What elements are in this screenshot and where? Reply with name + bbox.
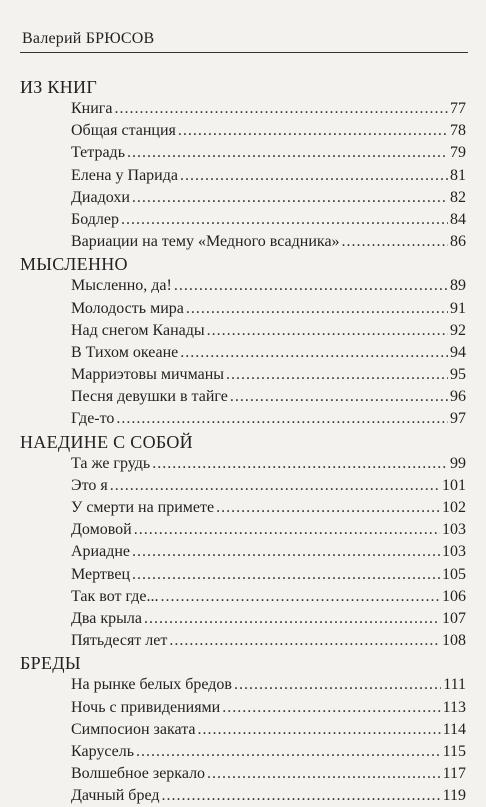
toc-entry [71,364,466,386]
dot-leader [136,741,441,763]
dot-leader [116,408,448,430]
toc-entry-page-number: 97 [450,410,466,428]
toc-entry-title: Молодость мира [71,299,184,317]
toc-entry-page-number: 94 [450,343,466,361]
toc-entry [71,564,466,586]
toc-entry-title: Где-то [71,410,115,428]
toc-entry-page-number: 103 [442,543,466,561]
toc-entry [71,741,466,763]
toc-entry [71,165,466,187]
toc-entry-title: Та же грудь [71,454,151,472]
toc-entry [71,697,466,719]
dot-leader [180,342,448,364]
toc-section-heading: МЫСЛЕННО [20,254,128,275]
toc-entry-title: Так вот где... [71,587,159,605]
toc-entry-page-number: 106 [442,587,466,605]
toc-section-heading: БРЕДЫ [20,653,81,674]
toc-entry-page-number: 77 [450,100,466,117]
toc-entry-title: Книга [71,100,113,117]
toc-entry-title: На рынке белых бредов [71,676,232,694]
dot-leader [207,320,448,342]
dot-leader [216,497,440,519]
toc-entry-page-number: 81 [450,166,466,184]
toc-entry [71,275,466,297]
dot-leader [127,142,448,164]
toc-entry-page-number: 105 [442,565,466,583]
toc-entry [71,98,466,120]
toc-entry [71,231,466,253]
toc-entry-title: Бодлер [71,210,119,228]
toc-entry [71,408,466,430]
dot-leader [144,608,440,630]
toc-entry [71,209,466,231]
toc-entry-title: В Тихом океане [71,343,179,361]
dot-leader [342,231,448,253]
toc-entry [71,386,466,408]
toc-entry [71,142,466,164]
dot-leader [226,364,448,386]
toc-entry-page-number: 113 [442,698,466,716]
dot-leader [132,541,440,563]
dot-leader [160,586,440,608]
toc-entry [71,608,466,630]
dot-leader [174,275,448,297]
dot-leader [110,475,440,497]
toc-entry-page-number: 79 [450,144,466,162]
toc-entry-page-number: 86 [450,233,466,251]
toc-entry-page-number: 92 [450,321,466,339]
toc-entry-page-number: 91 [450,299,466,317]
toc-entry [71,719,466,741]
dot-leader [161,785,440,807]
toc-entry [71,475,466,497]
toc-entry [71,120,466,142]
dot-leader [234,674,441,696]
toc-entry [71,298,466,320]
toc-entry-title: Мертвец [71,565,131,583]
dot-leader [132,187,448,209]
dot-leader [207,763,441,785]
dot-leader [121,209,448,231]
toc-entry-title: Марриэтовы мичманы [71,366,225,384]
toc-entry-page-number: 78 [450,122,466,140]
toc-entry-page-number: 96 [450,388,466,406]
toc-entry [71,763,466,785]
toc-entry-title: Карусель [71,742,135,760]
toc-entry [71,630,466,652]
toc-entry-page-number: 108 [442,632,466,650]
toc-entry-page-number: 115 [442,742,466,760]
toc-entry-title: Симпосион заката [71,720,196,738]
toc-entry [71,785,466,807]
toc-entry [71,497,466,519]
toc-entry-page-number: 119 [442,787,466,805]
dot-leader [169,630,440,652]
toc-entry-page-number: 117 [442,765,466,783]
toc-entry-title: Мысленно, да! [71,277,172,295]
dot-leader [134,519,440,541]
toc-entry-title: Дачный бред [71,787,160,805]
toc-entry-title: У смерти на примете [71,499,215,516]
toc-entry-title: Над снегом Канады [71,321,205,339]
toc-entry-title: Песня девушки в тайге [71,388,228,406]
dot-leader [186,298,448,320]
dot-leader [197,719,440,741]
header-rule [20,52,468,53]
toc-entry-page-number: 114 [442,720,466,738]
dot-leader [152,453,448,475]
toc-entry-page-number: 89 [450,277,466,295]
toc-entry [71,320,466,342]
dot-leader [178,120,448,142]
toc-entry-title: Общая станция [71,122,176,140]
toc-entry-page-number: 101 [442,476,466,494]
toc-entry-title: Диадохи [71,188,130,206]
dot-leader [180,165,448,187]
toc-entry-title: Пятьдесят лет [71,632,168,650]
toc-entry-title: Волшебное зеркало [71,765,206,783]
toc-entry-title: Ариадне [71,543,131,561]
toc-entry [71,519,466,541]
toc-entry-title: Тетрадь [71,144,125,162]
toc-entry-title: Это я [71,476,108,494]
toc-entry-page-number: 103 [442,521,466,539]
running-header-author: Валерий БРЮСОВ [22,30,155,47]
toc-entry-page-number: 111 [443,676,466,694]
toc-section-heading: НАЕДИНЕ С СОБОЙ [20,431,193,452]
toc-entry-page-number: 95 [450,366,466,384]
toc-entry-page-number: 99 [450,454,466,472]
dot-leader [114,98,448,120]
toc-entry-title: Домовой [71,521,132,539]
dot-leader [222,697,440,719]
dot-leader [230,386,448,408]
dot-leader [132,564,440,586]
table-of-contents [0,76,486,807]
toc-entry-title: Вариации на тему «Медного всадника» [71,233,340,251]
toc-entry [71,342,466,364]
toc-entry-page-number: 107 [442,609,466,627]
toc-entry-page-number: 84 [450,210,466,228]
toc-entry-page-number: 102 [442,499,466,516]
toc-entry-title: Два крыла [71,609,142,627]
toc-entry [71,674,466,696]
toc-entry-title: Ночь с привидениями [71,698,221,716]
toc-entry [71,187,466,209]
toc-entry-page-number: 82 [450,188,466,206]
toc-entry [71,453,466,475]
toc-section-heading: ИЗ КНИГ [20,77,98,97]
toc-entry-title: Елена у Парида [71,166,178,184]
toc-entry [71,541,466,563]
toc-entry [71,586,466,608]
